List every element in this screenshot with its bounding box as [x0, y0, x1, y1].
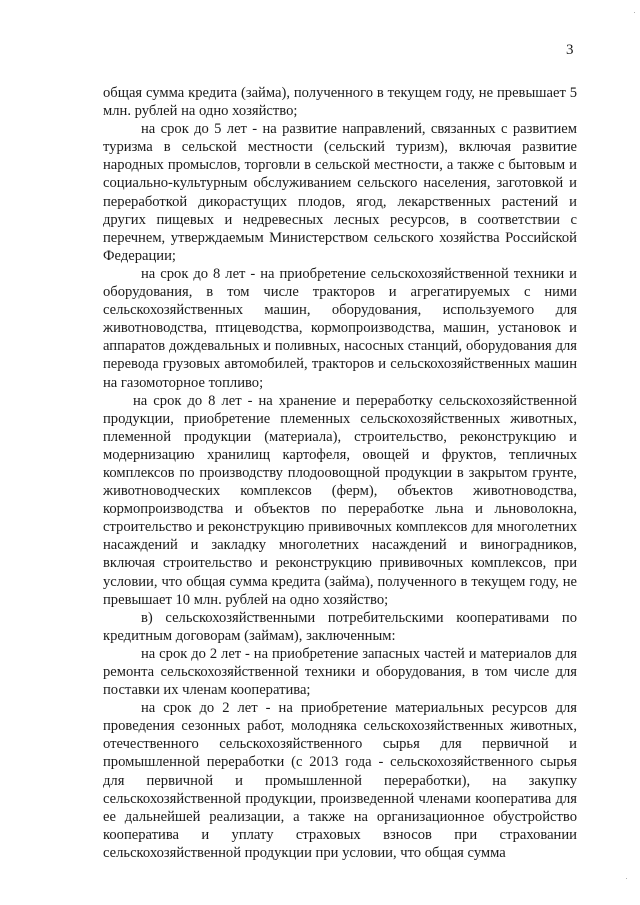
- paragraph-rural-tourism: на срок до 5 лет - на развитие направлений, связанных с развитием туризма в сельской местности (сельский туризм), включая развитие народных промыслов, торговли в сельской местности, а также с бытовым и социально-культурным обслуживанием сельского населения, заготовкой и переработкой дикорастущих плодов, ягод, лекарственных растений и других пищевых и недревесных лесных ресурсов, в соответствии с перечнем, утверждаемым Министерством сельского хозяйства Российской Федерации;: [103, 121, 577, 264]
- paragraph-loan-limit-5mln: общая сумма кредита (займа), полученного в текущем году, не превышает 5 млн. рублей на одно хозяйство;: [103, 85, 577, 120]
- paragraph-storage-processing: на срок до 8 лет - на хранение и переработку сельскохозяйственной продукции, приобретение племенных сельскохозяйственных животных, племенной продукции (материала), строительство, реконструкцию и модернизацию хранилищ картофеля, овощей и фруктов, тепличных комплексов по производству плодоовощной продукции в закрытом грунте, животноводческих комплексов (ферм), объектов животноводства, кормопроизводства и объектов по переработке льна и льноволокна, строительство и реконструкцию прививочных комплексов для многолетних насаждений и закладку многолетних насаждений и виноградников, включая строительство и реконструкцию прививочных комплексов, при условии, что общая сумма кредита (займа), полученного в текущем году, не превышает 10 млн. рублей на одно хозяйство;: [103, 392, 577, 608]
- document-body: [103, 84, 577, 862]
- paragraph-material-resources: на срок до 2 лет - на приобретение материальных ресурсов для проведения сезонных работ, молодняка сельскохозяйственных животных, отечественного сельскохозяйственного сырья для первичной и промышленной переработки (с 2013 года - сельскохозяйственного сырья для первичной и промышленной переработки), на закупку сельскохозяйственной продукции, произведенной членами кооператива для ее дальнейшей реализации, а также на организационное обустройство кооператива и уплату страховых взносов при страховании сельскохозяйственной продукции при условии, что общая сумма: [103, 700, 577, 861]
- scan-speck: [626, 878, 627, 879]
- paragraph-agricultural-machinery: на срок до 8 лет - на приобретение сельскохозяйственной техники и оборудования, в том числе тракторов и агрегатируемых с ними сельскохозяйственных машин, оборудования, используемого для животноводства, птицеводства, кормопроизводства, машин, установок и аппаратов дождевальных и поливных, насосных станций, оборудования для перевода грузовых автомобилей, тракторов и сельскохозяйственных машин на газомоторное топливо;: [103, 265, 577, 391]
- scan-speck: [634, 12, 635, 13]
- page-number: 3: [566, 42, 574, 58]
- paragraph-cooperatives-heading: в) сельскохозяйственными потребительскими кооперативами по кредитным договорам (займам), заключенным:: [103, 609, 577, 644]
- paragraph-spare-parts: на срок до 2 лет - на приобретение запасных частей и материалов для ремонта сельскохозяйственной техники и оборудования, в том числе для поставки их членам кооператива;: [103, 645, 577, 699]
